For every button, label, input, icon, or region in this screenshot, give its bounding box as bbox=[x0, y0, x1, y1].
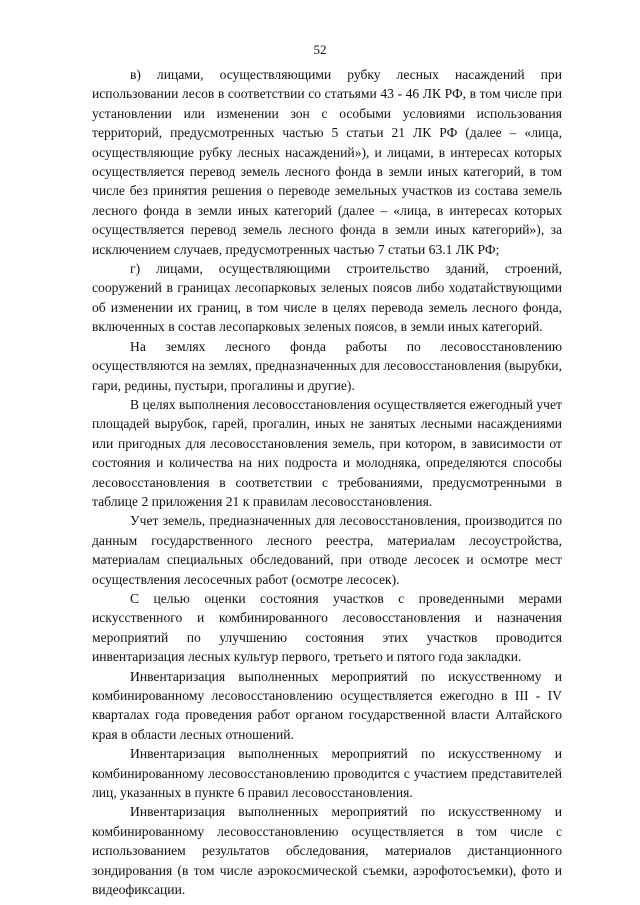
paragraph: Инвентаризация выполненных мероприятий по искусственному и комбинированному лесовосстановлению проводится с участием представителей лиц, указанных в пункте 6 правил лесовосстановления. bbox=[92, 746, 562, 801]
document-body bbox=[92, 65, 562, 899]
paragraph: в) лицами, осуществляющими рубку лесных насаждений при использовании лесов в соответствии со статьями 43 - 46 ЛК РФ, в том числе при установлении или изменении зон с особыми условиями использования территорий, предусмотренных частью 5 статьи 21 ЛК РФ (далее – «лица, осуществляющие рубку лесных насаждений»), и лицами, в интересах которых осуществляется перевод земель лесного фонда в земли иных категорий, в том числе без принятия решения о переводе земельных участков из состава земель лесного фонда в земли иных категорий (далее – «лица, в интересах которых осуществляется перевод земель лесного фонда в земли иных категорий»), за исключением случаев, предусмотренных частью 7 статьи 63.1 ЛК РФ; bbox=[92, 67, 562, 257]
paragraph: С целью оценки состояния участков с проведенными мерами искусственного и комбинированного лесовосстановления и назначения мероприятий по улучшению состояния этих участков проводится инвентаризация лесных культур первого, третьего и пятого года закладки. bbox=[92, 590, 562, 665]
paragraph: Учет земель, предназначенных для лесовосстановления, производится по данным государственного лесного реестра, материалам лесоустройства, материалам специальных обследований, при отводе лесосек и осмотре мест осуществления лесосечных работ (осмотре лесосек). bbox=[92, 513, 562, 587]
paragraph: г) лицами, осуществляющими строительство зданий, строений, сооружений в границах лесопарковых зеленых поясов либо ходатайствующими об изменении их границ, в том числе в целях перевода земель лесного фонда, включенных в состав лесопарковых зеленых поясов, в земли иных категорий. bbox=[92, 261, 562, 335]
paragraph: Инвентаризация выполненных мероприятий по искусственному и комбинированному лесовосстановлению осуществляется ежегодно в III - IV кварталах года проведения работ органом государственной власти Алтайского края в области лесных отношений. bbox=[92, 668, 562, 742]
paragraph: На землях лесного фонда работы по лесовосстановлению осуществляются на землях, предназначенных для лесовосстановления (вырубки, гари, редины, пустыри, прогалины и другие). bbox=[92, 338, 562, 393]
paragraph: В целях выполнения лесовосстановления осуществляется ежегодный учет площадей вырубок, гарей, прогалин, иных не занятых лесными насаждениями или пригодных для лесовосстановления земель, при котором, в зависимости от состояния и количества на них подроста и молодняка, определяются способы лесовосстановления в соответствии с требованиями, предусмотренными в таблице 2 приложения 21 к правилам лесовосстановления. bbox=[92, 396, 562, 509]
page-number: 52 bbox=[313, 42, 327, 57]
paragraph: Инвентаризация выполненных мероприятий по искусственному и комбинированному лесовосстановлению осуществляется в том числе с использованием результатов обследования, материалов дистанционного зондирования (в том числе аэрокосмической съемки, аэрофотосъемки), фото и видеофиксации. bbox=[92, 804, 562, 898]
